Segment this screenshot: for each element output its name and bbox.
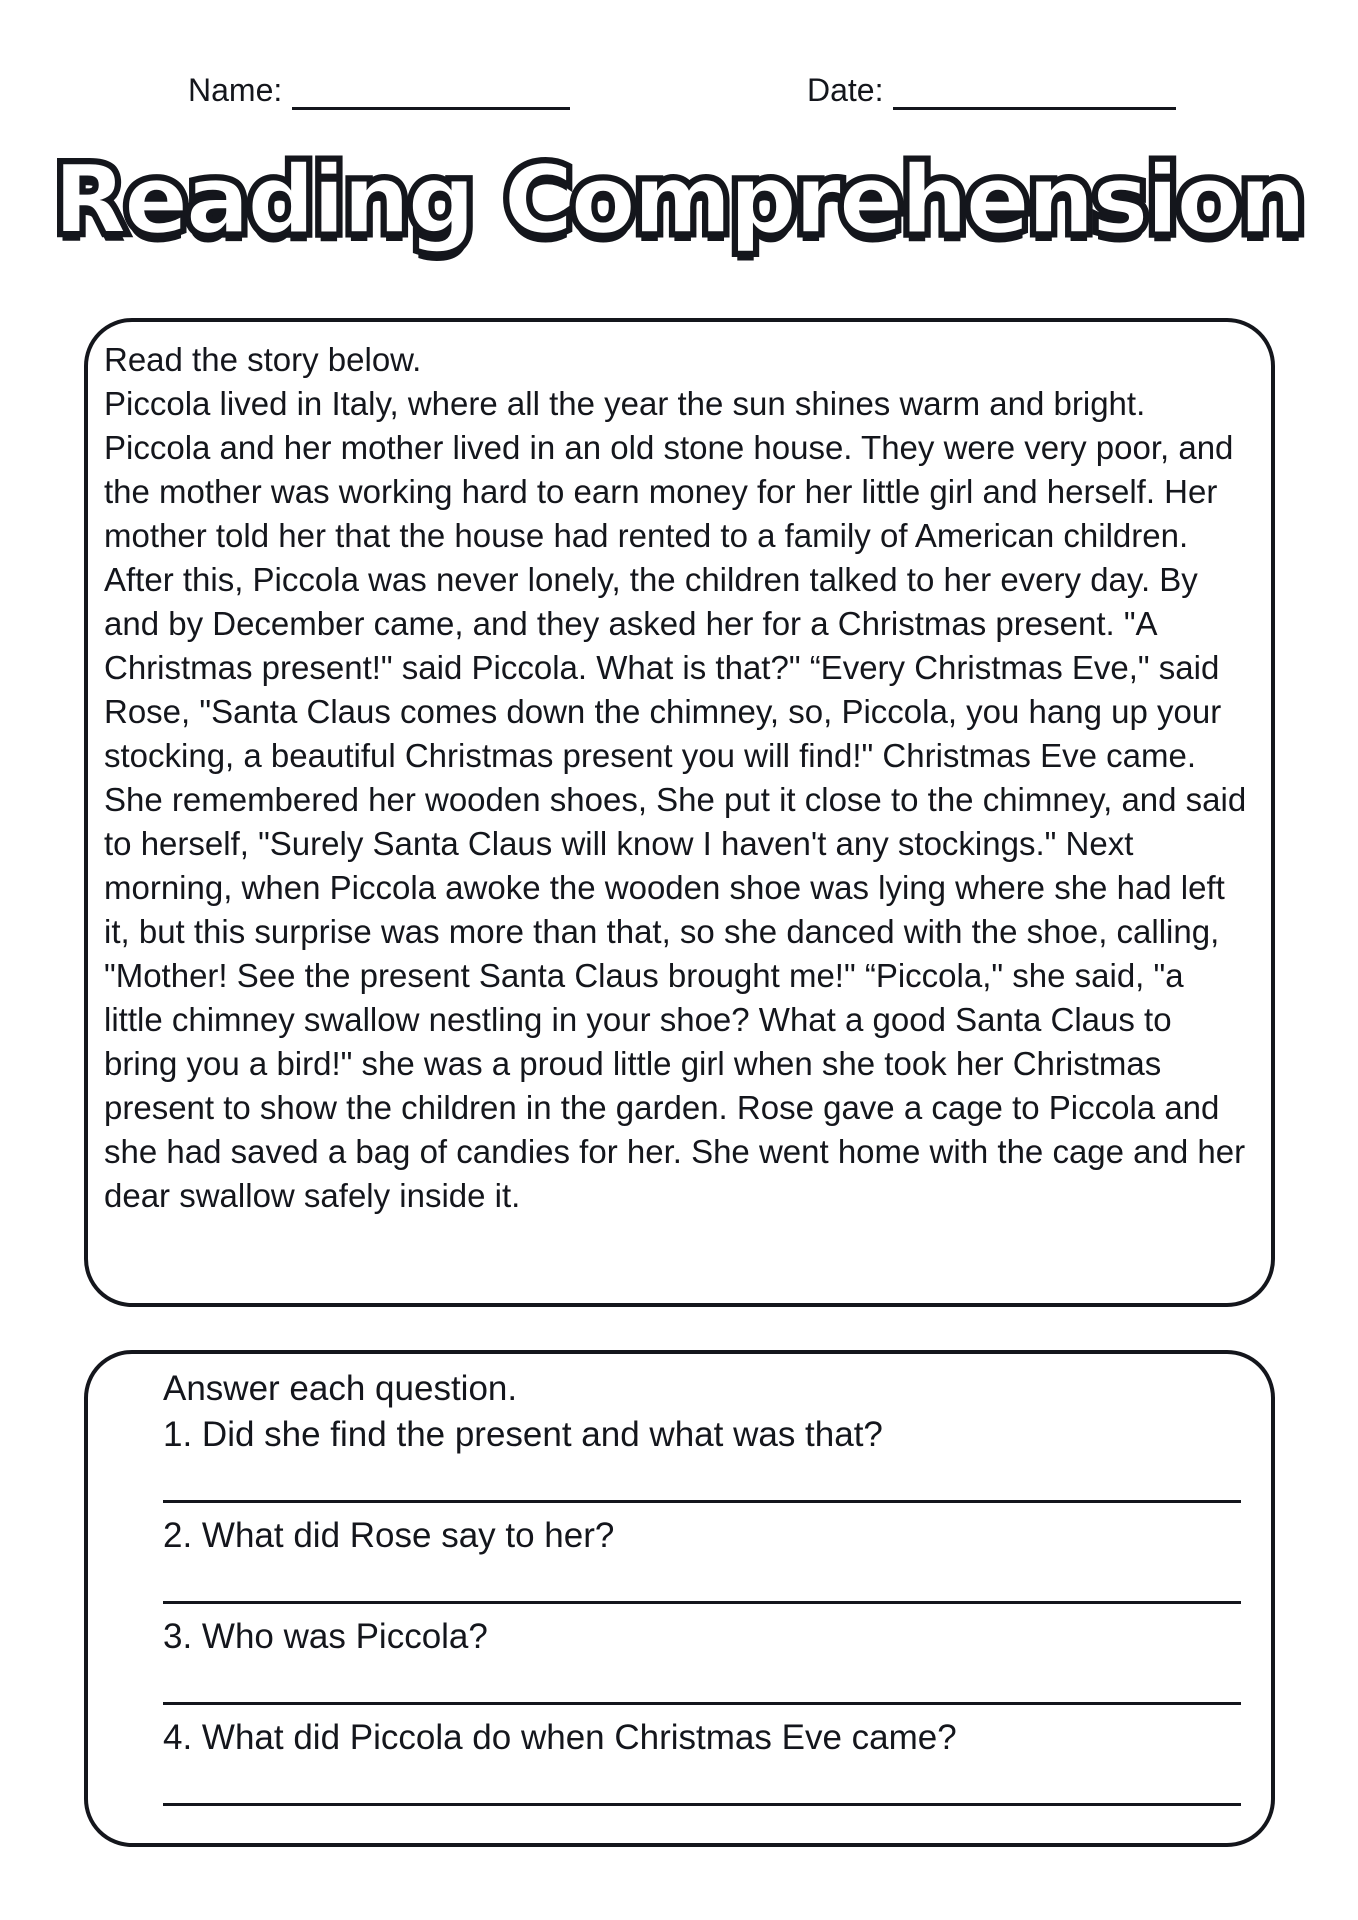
date-label: Date: bbox=[807, 72, 884, 108]
answer-line-2[interactable] bbox=[163, 1601, 1241, 1604]
questions-instruction: Answer each question. bbox=[163, 1369, 518, 1408]
answer-line-1[interactable] bbox=[163, 1500, 1241, 1503]
answer-line-3[interactable] bbox=[163, 1702, 1241, 1705]
question-text-4: 4. What did Piccola do when Christmas Eve came? bbox=[163, 1718, 957, 1757]
answer-line-4[interactable] bbox=[163, 1803, 1241, 1806]
story-text: Piccola lived in Italy, where all the year the sun shines warm and bright. Piccola and her mother lived in an old stone house. They were very poor, and the mother was working hard to earn money for her little girl and herself. Her mother told her that the house had rented to a family of American children. After this, Piccola was never lonely, the children talked to her every day. By and by December came, and they asked her for a Christmas present. "A Christmas present!" said Piccola. What is that?" “Every Christmas Eve," said Rose, "Santa Claus comes down the chimney, so, Piccola, you hang up your stocking, a beautiful Christmas present you will find!" Christmas Eve came. She remembered her wooden shoes, She put it close to the chimney, and said to herself, "Surely Santa Claus will know I haven't any stockings." Next morning, when Piccola awoke the wooden shoe was lying where she had left it, but this surprise was more than that, so she danced with the shoe, calling, "Mother! See the present Santa Claus brought me!" “Piccola," she said, "a little chimney swallow nestling in your shoe? What a good Santa Claus to bring you a bird!" she was a proud little girl when she took her Christmas present to show the children in the garden. Rose gave a cage to Piccola and she had saved a bag of candies for her. She went home with the cage and her dear swallow safely inside it. bbox=[104, 385, 1247, 1214]
page-title: Reading Comprehension Reading Comprehension bbox=[0, 146, 1358, 256]
questions-box bbox=[84, 1350, 1275, 1847]
name-blank-line[interactable] bbox=[292, 71, 570, 110]
date-field bbox=[807, 70, 1176, 110]
question-item-2 bbox=[163, 1513, 1241, 1604]
story-box bbox=[84, 318, 1275, 1307]
question-item-3 bbox=[163, 1614, 1241, 1705]
name-field bbox=[188, 70, 570, 110]
question-item-4 bbox=[163, 1715, 1241, 1806]
question-text-1: 1. Did she find the present and what was that? bbox=[163, 1415, 883, 1454]
question-item-1 bbox=[163, 1412, 1241, 1503]
date-blank-line[interactable] bbox=[893, 71, 1176, 110]
story-instruction: Read the story below. bbox=[104, 341, 422, 378]
name-label: Name: bbox=[188, 72, 283, 108]
question-text-2: 2. What did Rose say to her? bbox=[163, 1516, 615, 1555]
question-text-3: 3. Who was Piccola? bbox=[163, 1617, 488, 1656]
